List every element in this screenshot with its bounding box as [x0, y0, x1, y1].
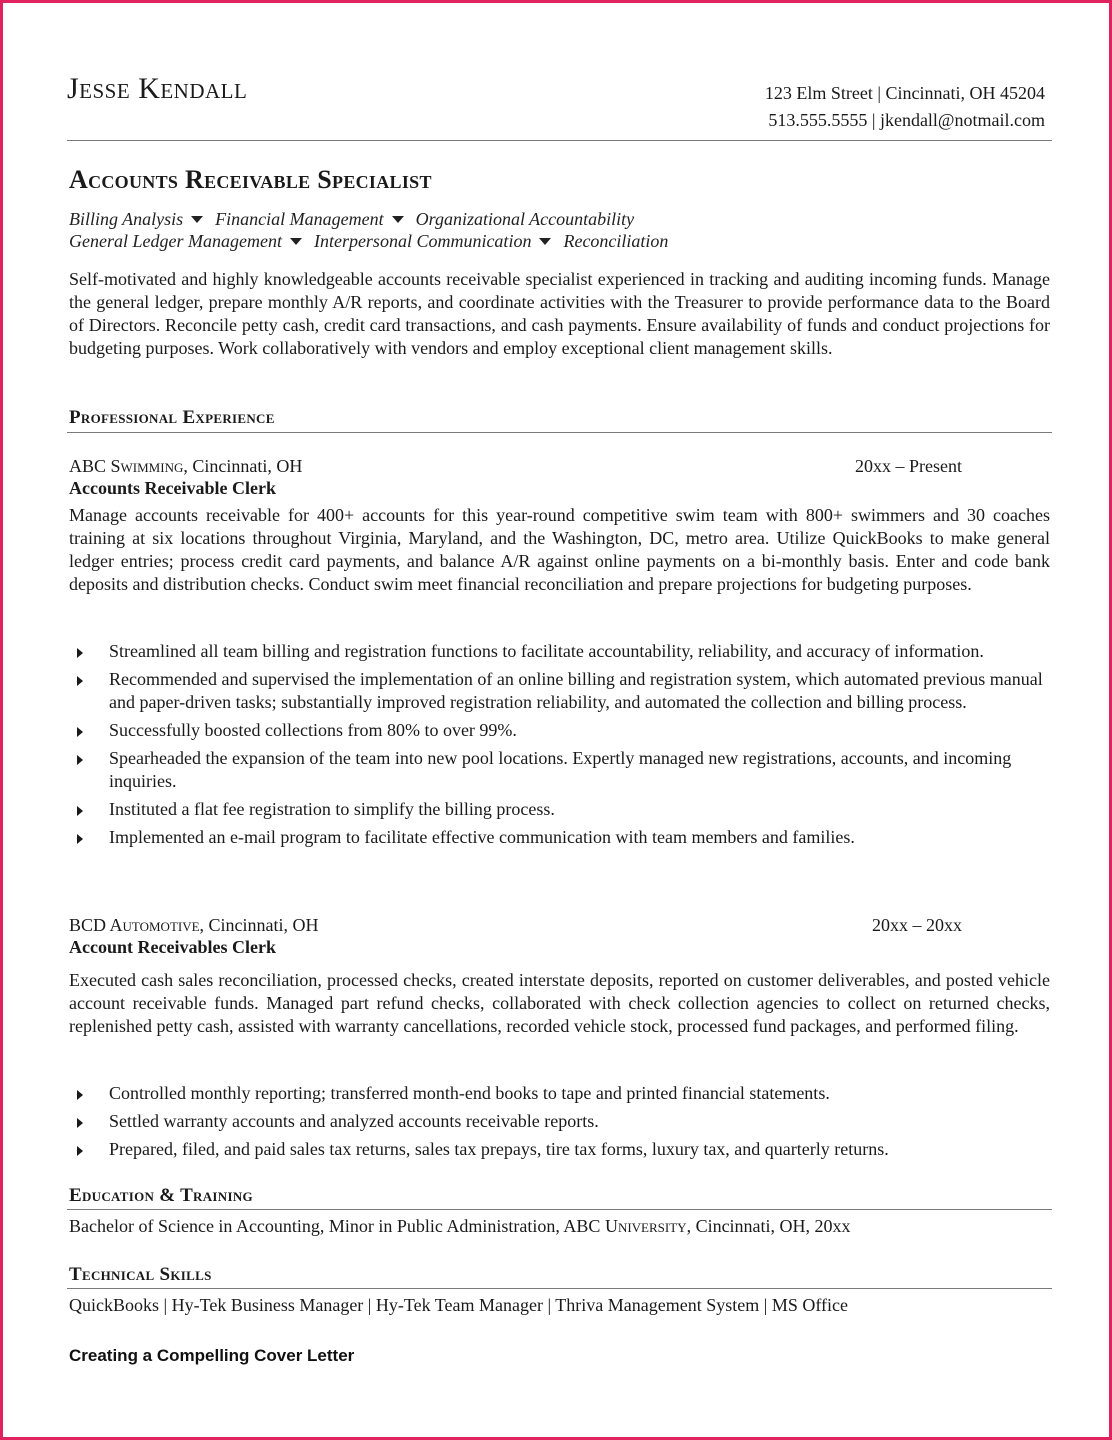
- bullet-arrow-icon: [77, 834, 83, 844]
- bullet-arrow-icon: [77, 676, 83, 686]
- bullet-text: Successfully boosted collections from 80% to over 99%.: [109, 720, 517, 740]
- job-bullets: [69, 1082, 1050, 1166]
- list-item: [69, 798, 1050, 821]
- summary-paragraph: Self-motivated and highly knowledgeable accounts receivable specialist experienced in tracking and auditing incoming funds. Manage the general ledger, prepare monthly A/R reports, and coordinate activities with the Treasurer to provide performance data to the Board of Directors. Reconcile petty cash, credit card transactions, and cash payments. Ensure availability of funds and conduct projections for budgeting purposes. Work collaboratively with vendors and employ exceptional client management skills.: [69, 269, 1050, 358]
- bullet-text: Prepared, filed, and paid sales tax returns, sales tax prepays, tire tax forms, luxury tax, and quarterly returns.: [109, 1139, 889, 1159]
- school-location: , Cincinnati, OH, 20xx: [686, 1216, 851, 1236]
- keyword: Reconciliation: [563, 231, 669, 251]
- keyword: Interpersonal Communication: [313, 231, 532, 251]
- job-description: Manage accounts receivable for 400+ accounts for this year-round competitive swim team with 800+ swimmers and 30 coaches training at six locations throughout Virginia, Maryland, and the Washington, DC, metro area. Utilize QuickBooks to make general ledger entries; process credit card payments, and balance A/R against online payments on a bi-monthly basis. Enter and code bank deposits and distribution checks. Conduct swim meet financial reconciliation and prepare projections for budgeting purposes.: [69, 505, 1050, 594]
- bullet-text: Implemented an e-mail program to facilitate effective communication with team members and families.: [109, 827, 855, 847]
- footer-caption: Creating a Compelling Cover Letter: [69, 1346, 355, 1365]
- bullet-arrow-icon: [77, 1118, 83, 1128]
- list-item: [69, 640, 1050, 663]
- keywords-row-2: [69, 230, 668, 252]
- company-location: , Cincinnati, OH: [183, 456, 303, 476]
- job-bullets: [69, 640, 1050, 854]
- section-divider: [67, 1209, 1052, 1210]
- bullet-text: Streamlined all team billing and registration functions to facilitate accountability, reliability, and accuracy of information.: [109, 641, 984, 661]
- employer-line: [69, 914, 319, 937]
- candidate-name: Jesse Kendall: [67, 72, 248, 105]
- skills-list: QuickBooks | Hy-Tek Business Manager | Hy-Tek Team Manager | Thriva Management System | MS Office: [69, 1295, 848, 1315]
- keyword: Organizational Accountability: [415, 209, 635, 229]
- bullet-text: Controlled monthly reporting; transferred month-end books to tape and printed financial statements.: [109, 1083, 830, 1103]
- bullet-arrow-icon: [77, 806, 83, 816]
- bullet-text: Settled warranty accounts and analyzed accounts receivable reports.: [109, 1111, 599, 1131]
- keyword: Financial Management: [215, 209, 384, 229]
- section-divider: [67, 1288, 1052, 1289]
- triangle-down-icon: [290, 238, 302, 245]
- resume-title: Accounts Receivable Specialist: [69, 165, 432, 194]
- triangle-down-icon: [539, 238, 551, 245]
- company-location: , Cincinnati, OH: [199, 915, 319, 935]
- employer-line: [69, 455, 302, 478]
- bullet-text: Recommended and supervised the implementation of an online billing and registration system, which automated previous manual and paper-driven tasks; substantially improved registration reliability, and automated the collection and billing process.: [109, 669, 1043, 712]
- bullet-arrow-icon: [77, 1090, 83, 1100]
- job-role: Accounts Receivable Clerk: [69, 478, 276, 498]
- bullet-arrow-icon: [77, 1146, 83, 1156]
- job-role: Account Receivables Clerk: [69, 937, 276, 957]
- company-name: ABC Swimming: [69, 456, 184, 476]
- section-heading-education: Education & Training: [69, 1185, 253, 1206]
- keywords-row-1: [69, 208, 634, 230]
- triangle-down-icon: [392, 216, 404, 223]
- list-item: [69, 826, 1050, 849]
- bullet-text: Instituted a flat fee registration to simplify the billing process.: [109, 799, 555, 819]
- list-item: [69, 747, 1050, 793]
- list-item: [69, 719, 1050, 742]
- bullet-arrow-icon: [77, 755, 83, 765]
- bullet-arrow-icon: [77, 648, 83, 658]
- section-heading-experience: Professional Experience: [69, 407, 275, 428]
- job-dates: 20xx – 20xx: [872, 915, 962, 935]
- bullet-text: Spearheaded the expansion of the team into new pool locations. Expertly managed new registrations, accounts, and incoming inquiries.: [109, 748, 1012, 791]
- bullet-arrow-icon: [77, 727, 83, 737]
- school-name: University: [604, 1216, 687, 1236]
- list-item: [69, 668, 1050, 714]
- contact-address: 123 Elm Street | Cincinnati, OH 45204: [764, 83, 1045, 103]
- section-divider: [67, 432, 1052, 433]
- section-heading-skills: Technical Skills: [69, 1264, 212, 1285]
- keyword: General Ledger Management: [69, 231, 282, 251]
- company-name: BCD Automotive: [69, 915, 200, 935]
- job-description: Executed cash sales reconciliation, processed checks, created interstate deposits, reported on customer deliverables, and posted vehicle account receivable funds. Managed part refund checks, collaborated with check collection agencies to collect on returned checks, replenished petty cash, assisted with warranty cancellations, recorded vehicle stock, processed fund packages, and performed filing.: [69, 970, 1050, 1036]
- header-divider: [67, 140, 1052, 141]
- education-entry: [69, 1215, 851, 1238]
- list-item: [69, 1110, 1050, 1133]
- contact-phone-email: 513.555.5555 | jkendall@notmail.com: [768, 110, 1045, 130]
- list-item: [69, 1082, 1050, 1105]
- list-item: [69, 1138, 1050, 1161]
- job-dates: 20xx – Present: [855, 456, 962, 476]
- degree-text: Bachelor of Science in Accounting, Minor in Public Administration, ABC: [69, 1216, 605, 1236]
- keyword: Billing Analysis: [69, 209, 184, 229]
- triangle-down-icon: [191, 216, 203, 223]
